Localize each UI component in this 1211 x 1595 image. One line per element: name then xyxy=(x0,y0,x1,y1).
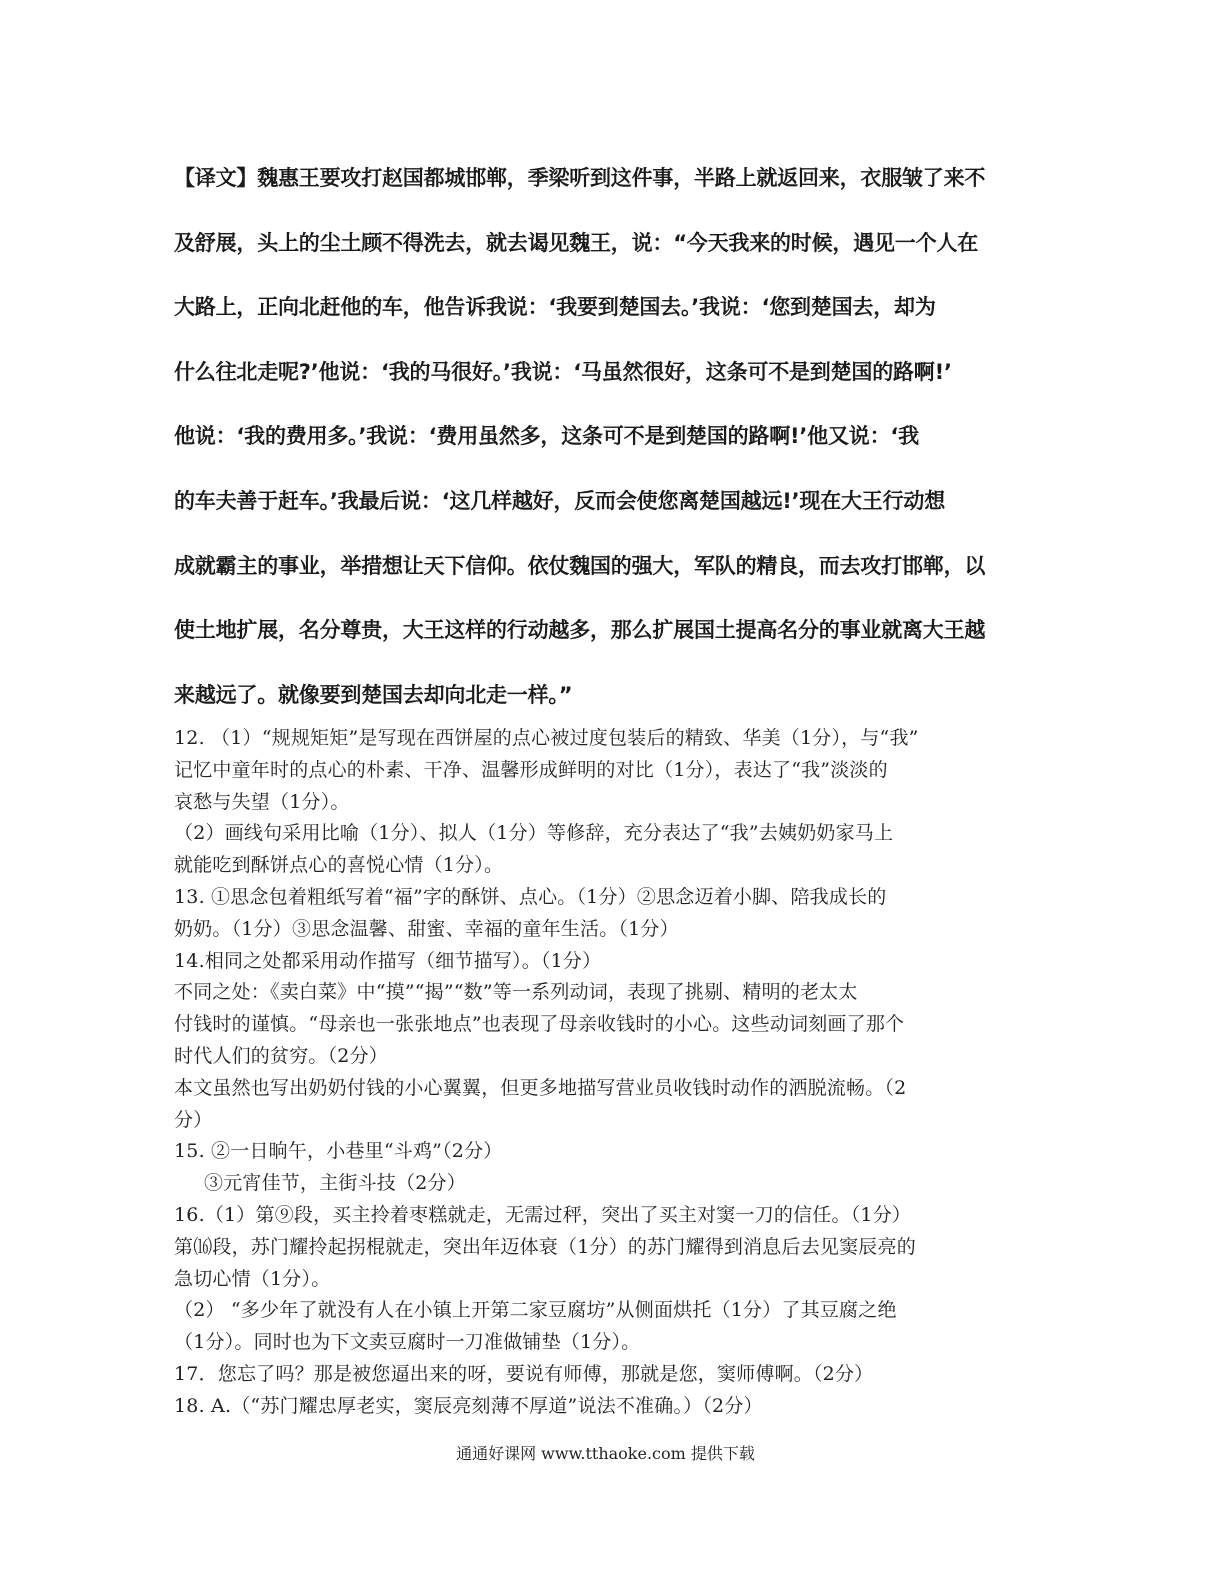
answer-line: （1分）。同时也为下文卖豆腐时一刀准做铺垫（1分）。 xyxy=(174,1331,641,1354)
translation-line: 来越远了。就像要到楚国去却向北走一样。” xyxy=(174,682,573,707)
answer-line: ③元宵佳节，主街斗技（2分） xyxy=(204,1172,466,1195)
answer-line: 急切心情（1分）。 xyxy=(174,1267,331,1290)
answer-line: 时代人们的贫穷。（2分） xyxy=(174,1044,388,1067)
translation-section xyxy=(174,160,1024,741)
translation-line: 【译文】魏惠王要攻打赵国都城邯郸，季梁听到这件事，半路上就返回来，衣服皱了来不 xyxy=(174,166,986,190)
answer-line: 付钱时的谨慎。“母亲也一张张地点”也表现了母亲收钱时的小心。这些动词刻画了那个 xyxy=(174,1013,905,1036)
answer-line: 分） xyxy=(174,1108,213,1131)
translation-line: 什么往北走呢?’他说：‘我的马很好。’我说：‘马虽然很好，这条可不是到楚国的路啊!’ xyxy=(174,359,952,384)
translation-line: 大路上，正向北赶他的车，他告诉我说：‘我要到楚国去。’我说：‘您到楚国去，却为 xyxy=(174,295,936,320)
answer-line: 17．您忘了吗？那是被您逼出来的呀，要说有师傅，那就是您，窦师傅啊。（2分） xyxy=(174,1362,874,1385)
answer-line: （2）画线句采用比喻（1分）、拟人（1分）等修辞，充分表达了“我”去姨奶奶家马上 xyxy=(174,822,894,845)
answer-line: （2） “多少年了就没有人在小镇上开第二家豆腐坊”从侧面烘托（1分）了其豆腐之绝 xyxy=(174,1299,897,1322)
translation-line: 及舒展，头上的尘土顾不得洗去，就去谒见魏王，说：“今天我来的时候，遇见一个人在 xyxy=(174,230,978,255)
translation-line: 成就霸主的事业，举措想让天下信仰。依仗魏国的强大，军队的精良，而去攻打邯郸，以 xyxy=(174,553,986,578)
answer-line: 14.相同之处都采用动作描写（细节描写）。（1分） xyxy=(174,949,602,972)
answer-line: 16.（1）第⑨段，买主拎着枣糕就走，无需过秤，突出了买主对窦一刀的信任。（1分） xyxy=(174,1203,912,1226)
answer-line: 哀愁与失望（1分）。 xyxy=(174,790,350,813)
answer-line: 12. （1）“规规矩矩”是写现在西饼屋的点心被过度包装后的精致、华美（1分），与“我” xyxy=(174,727,919,749)
translation-line: 他说：‘我的费用多。’我说：‘费用虽然多，这条可不是到楚国的路啊!’他又说：‘我 xyxy=(174,424,919,449)
answer-line: 18. A.（“苏门耀忠厚老实，窦辰亮刻薄不厚道”说法不准确。）（2分） xyxy=(174,1394,763,1417)
answer-line: 15. ②一日晌午，小巷里“斗鸡”（2分） xyxy=(174,1140,503,1163)
translation-line: 的车夫善于赶车。’我最后说：‘这几样越好，反而会使您离楚国越远!’现在大王行动想 xyxy=(174,488,946,513)
answer-line: 第⒃段，苏门耀拎起拐棍就走，突出年迈体衰（1分）的苏门耀得到消息后去见窦辰亮的 xyxy=(174,1235,916,1258)
answer-line: 不同之处：《卖白菜》中“摸”“揭”“数”等一系列动词，表现了挑剔、精明的老太太 xyxy=(174,981,858,1004)
answer-line: 奶奶。（1分）③思念温馨、甜蜜、幸福的童年生活。（1分） xyxy=(174,917,679,940)
answer-line: 本文虽然也写出奶奶付钱的小心翼翼，但更多地描写营业员收钱时动作的洒脱流畅。（2 xyxy=(174,1076,907,1099)
answer-line: 记忆中童年时的点心的朴素、干净、温馨形成鲜明的对比（1分），表达了“我”淡淡的 xyxy=(174,758,888,781)
answer-key-section xyxy=(174,723,1024,1423)
translation-line: 使土地扩展，名分尊贵，大王这样的行动越多，那么扩展国土提高名分的事业就离大王越 xyxy=(174,618,986,643)
page-footer: 通通好课网 www.tthaoke.com 提供下载 xyxy=(456,1444,755,1463)
answer-line: 就能吃到酥饼点心的喜悦心情（1分）。 xyxy=(174,854,504,877)
answer-line: 13. ①思念包着粗纸写着“福”字的酥饼、点心。（1分）②思念迈着小脚、陪我成长的 xyxy=(174,885,887,908)
